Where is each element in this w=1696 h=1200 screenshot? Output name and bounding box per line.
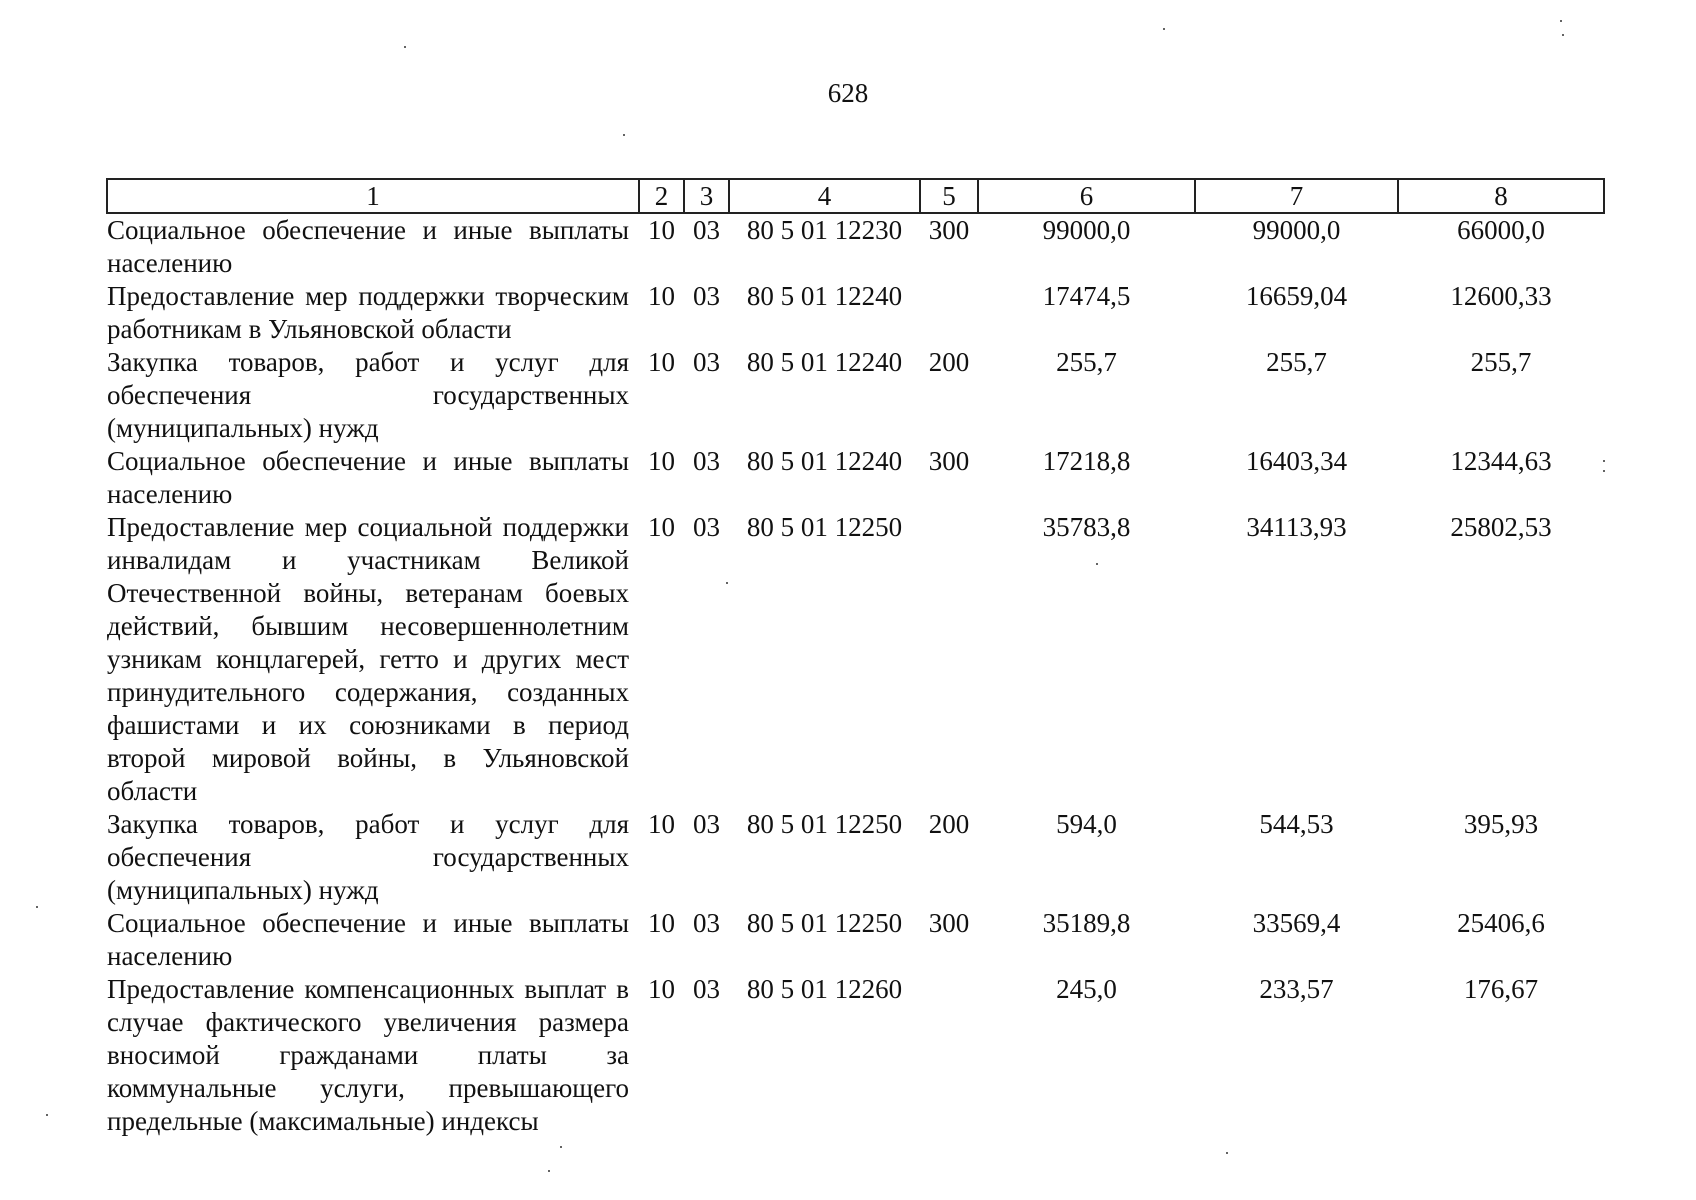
scan-speck	[1096, 563, 1098, 565]
cell-target-code: 80 5 01 12260	[746, 974, 903, 1004]
cell-section: 10	[648, 974, 675, 1004]
table-row	[107, 280, 1604, 346]
table-row	[107, 907, 1604, 973]
cell-target-code: 80 5 01 12240	[746, 446, 903, 476]
table-row	[107, 511, 1604, 808]
cell-expense-type: 200	[928, 347, 970, 377]
table-row	[107, 346, 1604, 445]
cell-amount-8: 25802,53	[1450, 512, 1552, 542]
table-row	[107, 808, 1604, 907]
cell-amount-6: 245,0	[1056, 974, 1117, 1004]
cell-target-code: 80 5 01 12250	[746, 512, 903, 542]
cell-expense-type	[920, 280, 978, 346]
column-header: 3	[684, 179, 729, 213]
row-name: Социальное обеспечение и иные выплаты населению	[107, 908, 629, 971]
cell-amount-8: 12600,33	[1450, 281, 1552, 311]
cell-target-code: 80 5 01 12240	[746, 347, 903, 377]
cell-expense-type	[920, 511, 978, 808]
cell-amount-6: 255,7	[1056, 347, 1117, 377]
cell-section: 10	[648, 908, 675, 938]
column-header: 1	[107, 179, 639, 213]
scan-speck	[1226, 1152, 1228, 1154]
table-row	[107, 973, 1604, 1138]
cell-amount-8: 176,67	[1463, 974, 1539, 1004]
cell-amount-7: 233,57	[1259, 974, 1334, 1004]
cell-subsection: 03	[693, 215, 720, 245]
column-header: 5	[920, 179, 978, 213]
cell-target-code: 80 5 01 12250	[746, 908, 903, 938]
scan-speck	[1560, 20, 1562, 22]
cell-amount-6: 594,0	[1056, 809, 1117, 839]
cell-amount-8: 66000,0	[1457, 215, 1545, 245]
cell-target-code: 80 5 01 12250	[746, 809, 903, 839]
scan-speck	[623, 134, 625, 136]
cell-section: 10	[648, 215, 675, 245]
column-header: 6	[978, 179, 1195, 213]
cell-subsection: 03	[693, 974, 720, 1004]
cell-amount-7: 99000,0	[1252, 215, 1341, 245]
header-row	[107, 179, 1604, 213]
cell-section: 10	[648, 446, 675, 476]
cell-expense-type: 300	[928, 446, 970, 476]
cell-expense-type: 200	[928, 809, 970, 839]
cell-subsection: 03	[693, 281, 720, 311]
row-name: Закупка товаров, работ и услуг для обеспечения государственных (муниципальных) нужд	[107, 347, 629, 443]
row-name: Предоставление мер социальной поддержки инвалидам и участникам Великой Отечественной войны, ветеранам боевых действий, бывшим несовершеннолетним узникам концлагерей, гетто и других мест принудительного содержания, созданных фашистами и их союзниками в период второй мировой войны, в Ульяновской области	[107, 512, 629, 806]
scan-speck	[46, 1114, 48, 1116]
scan-speck	[1603, 470, 1605, 472]
cell-section: 10	[648, 809, 675, 839]
cell-expense-type: 300	[928, 215, 970, 245]
cell-amount-7: 255,7	[1266, 347, 1327, 377]
cell-amount-6: 35189,8	[1042, 908, 1131, 938]
row-name: Предоставление мер поддержки творческим работникам в Ульяновской области	[107, 281, 629, 344]
cell-amount-8: 395,93	[1463, 809, 1539, 839]
scan-speck	[404, 46, 406, 48]
cell-subsection: 03	[693, 512, 720, 542]
cell-amount-6: 17218,8	[1042, 446, 1131, 476]
cell-amount-6: 17474,5	[1042, 281, 1131, 311]
column-header: 8	[1398, 179, 1604, 213]
cell-amount-6: 35783,8	[1042, 512, 1131, 542]
budget-table	[106, 178, 1605, 1138]
cell-amount-7: 16403,34	[1245, 446, 1348, 476]
cell-subsection: 03	[693, 347, 720, 377]
cell-amount-8: 12344,63	[1450, 446, 1552, 476]
cell-amount-7: 544,53	[1259, 809, 1334, 839]
cell-target-code: 80 5 01 12240	[746, 281, 903, 311]
cell-subsection: 03	[693, 908, 720, 938]
scan-speck	[548, 1170, 550, 1172]
column-header: 7	[1195, 179, 1398, 213]
scan-speck	[726, 582, 728, 584]
row-name: Социальное обеспечение и иные выплаты населению	[107, 446, 629, 509]
cell-expense-type: 300	[928, 908, 970, 938]
scan-speck	[1603, 460, 1605, 462]
cell-subsection: 03	[693, 809, 720, 839]
cell-section: 10	[648, 512, 675, 542]
cell-subsection: 03	[693, 446, 720, 476]
page-number: 628	[827, 78, 869, 108]
scan-speck	[1562, 34, 1564, 36]
cell-expense-type	[920, 973, 978, 1138]
cell-amount-8: 25406,6	[1457, 908, 1545, 938]
scan-speck	[1163, 28, 1165, 30]
cell-amount-8: 255,7	[1470, 347, 1532, 377]
column-header: 4	[729, 179, 920, 213]
scan-speck	[36, 906, 38, 908]
cell-target-code: 80 5 01 12230	[746, 215, 903, 245]
row-name: Закупка товаров, работ и услуг для обеспечения государственных (муниципальных) нужд	[107, 809, 629, 905]
cell-amount-7: 34113,93	[1246, 512, 1347, 542]
row-name: Предоставление компенсационных выплат в случае фактического увеличения размера вносимой гражданами платы за коммунальные услуги, превышающего предельные (максимальные) индексы	[107, 974, 629, 1136]
table-row	[107, 445, 1604, 511]
cell-amount-7: 16659,04	[1245, 281, 1348, 311]
cell-section: 10	[648, 347, 675, 377]
table-row	[107, 213, 1604, 280]
cell-amount-6: 99000,0	[1042, 215, 1131, 245]
column-header: 2	[639, 179, 684, 213]
scan-speck	[560, 1146, 562, 1148]
row-name: Социальное обеспечение и иные выплаты населению	[107, 215, 629, 278]
cell-section: 10	[648, 281, 675, 311]
cell-amount-7: 33569,4	[1252, 908, 1341, 938]
